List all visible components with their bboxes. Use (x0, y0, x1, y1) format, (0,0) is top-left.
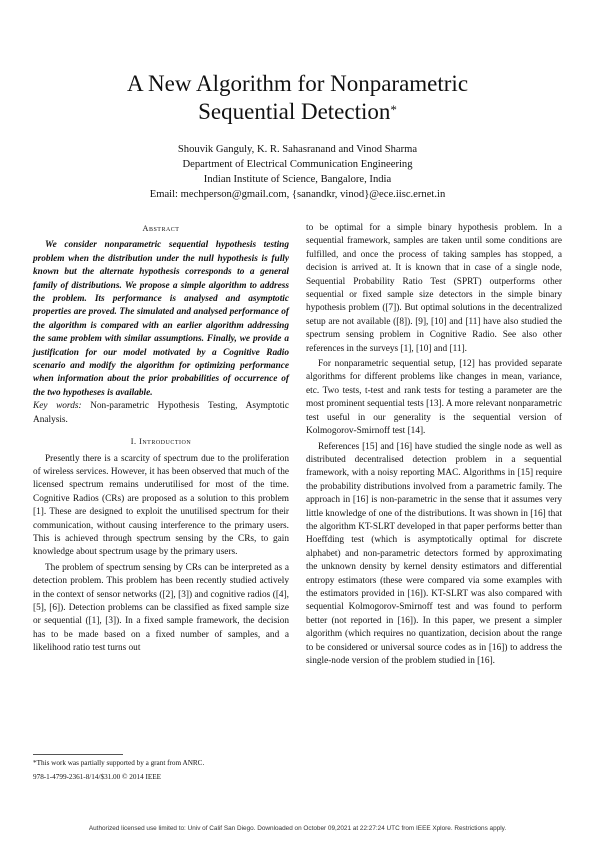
title-line-2 (0, 98, 595, 126)
keywords (33, 400, 289, 427)
footnote-text: *This work was partially supported by a grant from ANRC. (33, 759, 205, 767)
right-paragraph-3: References [15] and [16] have studied the single node as well as distributed decentralised detection problem in a sequential framework, with a noisy reporting MAC. Algorithms in [15] require the probability distributions involved from a parametric family. The approach in [16] is non-parametric in the sense that it assumes very little knowledge of one of the distributions. It was shown in [16] that the algorithm KT-SLRT developed in that paper performs better than Hoeffding test (which is asymptotically optimal for discrete alphabet) and non-parametric detectors formed by approximating the unknown density by kernel density estimators and differential entropy estimators (these were compared via some examples with the estimators provided in [16]). KT-SLRT was also compared with sequential Kolmogorov-Smirnoff test and was found to perform better (not reported in [16]). In this paper, we present a simpler algorithm (which requires no quantization, decision about the range to be considered or universal source codes as in [16]) to address the single-node version of the problem studied in [16]. (306, 441, 562, 666)
abstract-text: We consider nonparametric sequential hypothesis testing problem when the distribution under the null hypothesis is fully known but the alternate hypothesis corresponds to a general family of distributions. We propose a simple algorithm to address the problem. Its performance is analysed and asymptotic properties are proved. The simulated and analysed performance of the algorithm is compared with an earlier algorithm addressing the same problem with similar assumptions. Finally, we provide a justification for our model motivated by a Cognitive Radio scenario and modify the algorithm for optimizing performance when information about the prior probabilities of occurrence of the two hypotheses is available. (33, 240, 289, 398)
introduction-heading: I. Introduction (130, 437, 192, 447)
author-emails: Email: mechperson@gmail.com, {sanandkr, vinod}@ece.iisc.ernet.in (149, 189, 446, 200)
title-line-1: A New Algorithm for Nonparametric (126, 71, 469, 96)
title-line-2-text: Sequential Detection (198, 99, 391, 124)
intro-paragraph-2: The problem of spectrum sensing by CRs can be interpreted as a detection problem. This problem has been recently studied actively in the context of sensor networks ([2], [3]) and cognitive radios ([4], [5], [6]). Detection problems can be classified as fixed sample size or sequential ([1], [3]). In a fixed sample framework, the decision has to be made based on a fixed number of samples, and a likelihood ratio test turns out (33, 562, 289, 654)
license-footer: Authorized licensed use limited to: Univ of Calif San Diego. Downloaded on October 09,2021 at 22:27:24 UTC from IEEE Xplore. Restrictions apply. (88, 825, 507, 832)
right-paragraph-1: to be optimal for a simple binary hypothesis problem. In a sequential framework, samples are taken until some conditions are fulfilled, and once the process of taking samples has stopped, a decision is arrived at. It is known that in case of a single node, Sequential Probability Ratio Test (SPRT) outperforms other sequential or fixed sample size detectors in the simple binary hypothesis problem ([7]). But optimal solutions in the decentralized setup are not available ([8]). [9], [10] and [11] have also studied the spectrum sensing problem in Cognitive Radio. See also other references in the surveys [1], [10] and [11]. (306, 223, 562, 354)
intro-paragraph-1: Presently there is a scarcity of spectrum due to the proliferation of wireless services. However, it has been observed that much of the licensed spectrum remains underutilised for most of the time. Cognitive Radios (CRs) are proposed as a solution to this problem [1]. These are designed to exploit the unutilised spectrum for their communication, without causing interference to the primary users. This is achieved through spectrum sensing by the CRs, to gain knowledge about spectrum usage by the primary users. (33, 453, 289, 558)
author-block (0, 142, 595, 202)
affiliation-institute: Indian Institute of Science, Bangalore, India (203, 174, 392, 185)
right-column (306, 222, 562, 670)
right-paragraph-2: For nonparametric sequential setup, [12] has provided separate algorithms for different problems like changes in mean, variance, etc. Two tests, t-test and rank tests for testing a parameter are the most prominent sequential tests [13]. A more relevant nonparametric test useful in our generality is the sequential version of Kolmogorov-Smirnoff test [14]. (306, 359, 562, 437)
author-names: Shouvik Ganguly, K. R. Sahasranand and Vinod Sharma (177, 144, 418, 155)
keywords-label: Key words: (33, 401, 82, 412)
affiliation-department: Department of Electrical Communication Engineering (182, 159, 413, 170)
paper-title (0, 70, 595, 126)
abstract-heading: Abstract (142, 224, 180, 233)
left-column (33, 222, 289, 658)
copyright-notice: 978-1-4799-2361-8/14/$31.00 © 2014 IEEE (33, 773, 162, 781)
title-footnote-mark: * (390, 102, 397, 117)
footnote (33, 754, 289, 768)
keywords-text: Non-parametric Hypothesis Testing, Asymptotic Analysis. (33, 401, 289, 425)
footnote-rule (33, 754, 123, 755)
